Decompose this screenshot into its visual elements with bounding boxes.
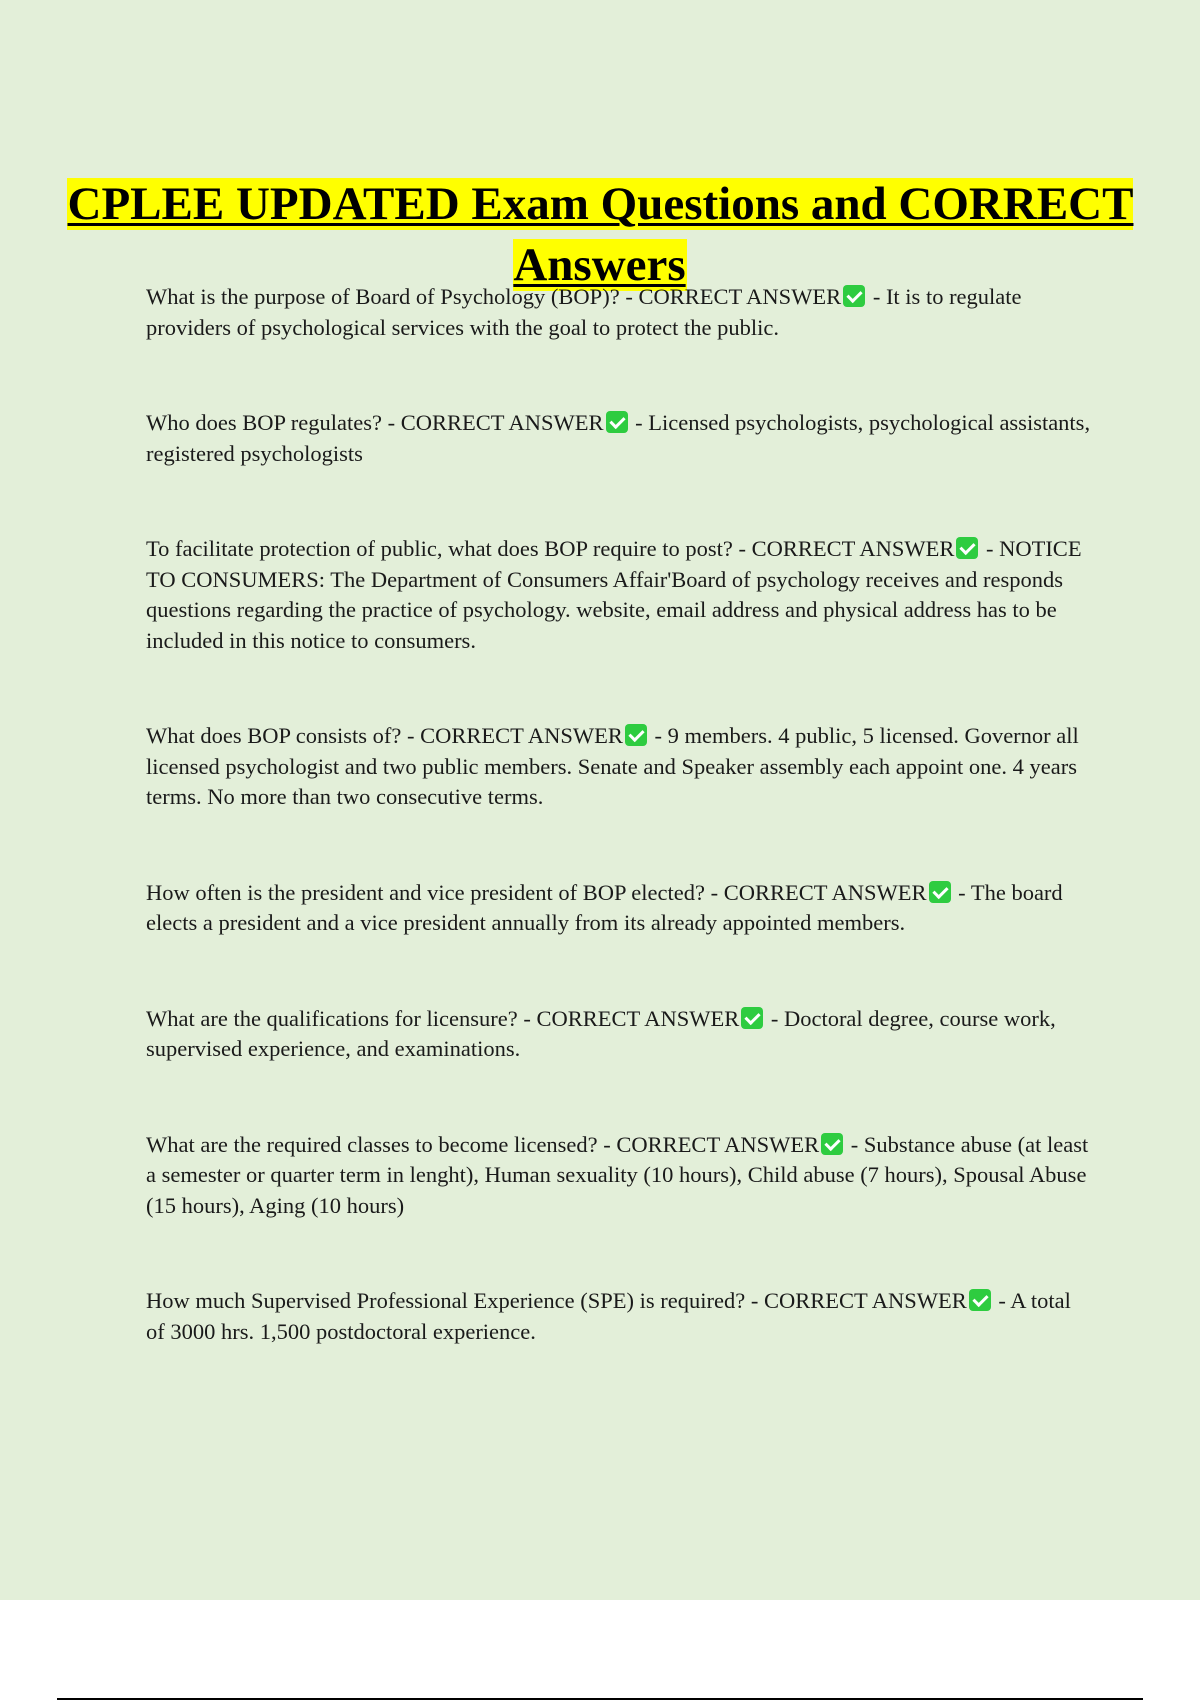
document-title — [0, 174, 1200, 296]
answer-label: CORRECT ANSWER — [400, 410, 604, 435]
qa-item: What are the qualifications for licensure? - CORRECT ANSWER - Doctoral degree, course work, supervised experience, and examinations. — [146, 1005, 1056, 1061]
qa-item: How often is the president and vice president of BOP elected? - CORRECT ANSWER - The board elects a president and a vice president annually from its already appointed members. — [146, 879, 1063, 935]
check-mark-icon — [929, 881, 951, 903]
check-mark-icon — [843, 285, 865, 307]
answer-label: CORRECT ANSWER — [763, 1288, 967, 1313]
check-mark-icon — [625, 724, 647, 746]
answer-text: Substance abuse (at least a semester or quarter term in lenght), Human sexuality (10 hours), Child abuse (7 hours), Spousal Abuse (15 hours), Aging (10 hours) — [146, 1131, 1089, 1218]
answer-text: A total of 3000 hrs. 1,500 postdoctoral experience. — [146, 1288, 1071, 1344]
question-text: What are the qualifications for licensure? — [146, 1005, 518, 1031]
qa-item: How much Supervised Professional Experience (SPE) is required? - CORRECT ANSWER - A total of 3000 hrs. 1,500 postdoctoral experience. — [146, 1288, 1071, 1344]
question-text: What are the required classes to become licensed? — [146, 1131, 598, 1157]
check-mark-icon — [969, 1289, 991, 1311]
answer-label: CORRECT ANSWER — [638, 284, 842, 309]
qa-item: What are the required classes to become licensed? - CORRECT ANSWER - Substance abuse (at least a semester or quarter term in lenght), Human sexuality (10 hours), Child abuse (7 hours), Spousal Abuse (15 hours), Aging (10 hours) — [146, 1131, 1089, 1218]
qa-item: What is the purpose of Board of Psychology (BOP)? - CORRECT ANSWER - It is to regulate providers of psychological services with the goal to protect the public. — [146, 284, 1022, 340]
question-text: How much Supervised Professional Experience (SPE) is required? — [146, 1288, 746, 1313]
answer-label: CORRECT ANSWER — [420, 723, 623, 748]
question-text: What is the purpose of Board of Psychology (BOP)? — [146, 284, 620, 309]
question-text: What does BOP consists of? — [146, 723, 402, 748]
answer-text: Licensed psychologists, psychological assistants, registered psychologists — [146, 410, 1091, 466]
check-mark-icon — [741, 1007, 763, 1029]
qa-item: Who does BOP regulates? - CORRECT ANSWER - Licensed psychologists, psychological assistants, registered psychologists — [146, 410, 1091, 466]
question-text: How often is the president and vice president of BOP elected? — [146, 879, 705, 905]
answer-text: NOTICE TO CONSUMERS: The Department of Consumers Affair'Board of psychology receives and responds questions regarding the practice of psychology. website, email address and physical address has to be included in this notice to consumers. — [146, 536, 1082, 653]
answer-text: The board elects a president and a vice president annually from its already appointed members. — [146, 879, 1063, 935]
check-mark-icon — [821, 1133, 843, 1155]
qa-item: To facilitate protection of public, what does BOP require to post? - CORRECT ANSWER - NOTICE TO CONSUMERS: The Department of Consumers Affair'Board of psychology receives and responds questions regarding the practice of psychology. website, email address and physical address has to be included in this notice to consumers. — [146, 536, 1082, 653]
question-text: To facilitate protection of public, what does BOP require to post? — [146, 536, 733, 561]
qa-item: What does BOP consists of? - CORRECT ANSWER - 9 members. 4 public, 5 licensed. Governor all licensed psychologist and two public members. Senate and Speaker assembly each appoint one. 4 years terms. No more than two consecutive terms. — [146, 723, 1079, 809]
check-mark-icon — [606, 411, 628, 433]
answer-text: It is to regulate providers of psychological services with the goal to protect the public. — [146, 284, 1022, 340]
check-mark-icon — [956, 537, 978, 559]
answer-text: 9 members. 4 public, 5 licensed. Governor all licensed psychologist and two public members. Senate and Speaker assembly each appoint one. 4 years terms. No more than two consecutive terms. — [146, 723, 1079, 809]
qa-list — [146, 282, 1091, 1347]
answer-label: CORRECT ANSWER — [751, 536, 955, 561]
document-title-text: CPLEE UPDATED Exam Questions and CORRECT Answers — [67, 178, 1134, 292]
answer-text: Doctoral degree, course work, supervised experience, and examinations. — [146, 1005, 1056, 1061]
answer-label: CORRECT ANSWER — [536, 1005, 740, 1031]
answer-label: CORRECT ANSWER — [616, 1131, 820, 1157]
question-text: Who does BOP regulates? — [146, 410, 382, 435]
answer-label: CORRECT ANSWER — [723, 879, 927, 905]
